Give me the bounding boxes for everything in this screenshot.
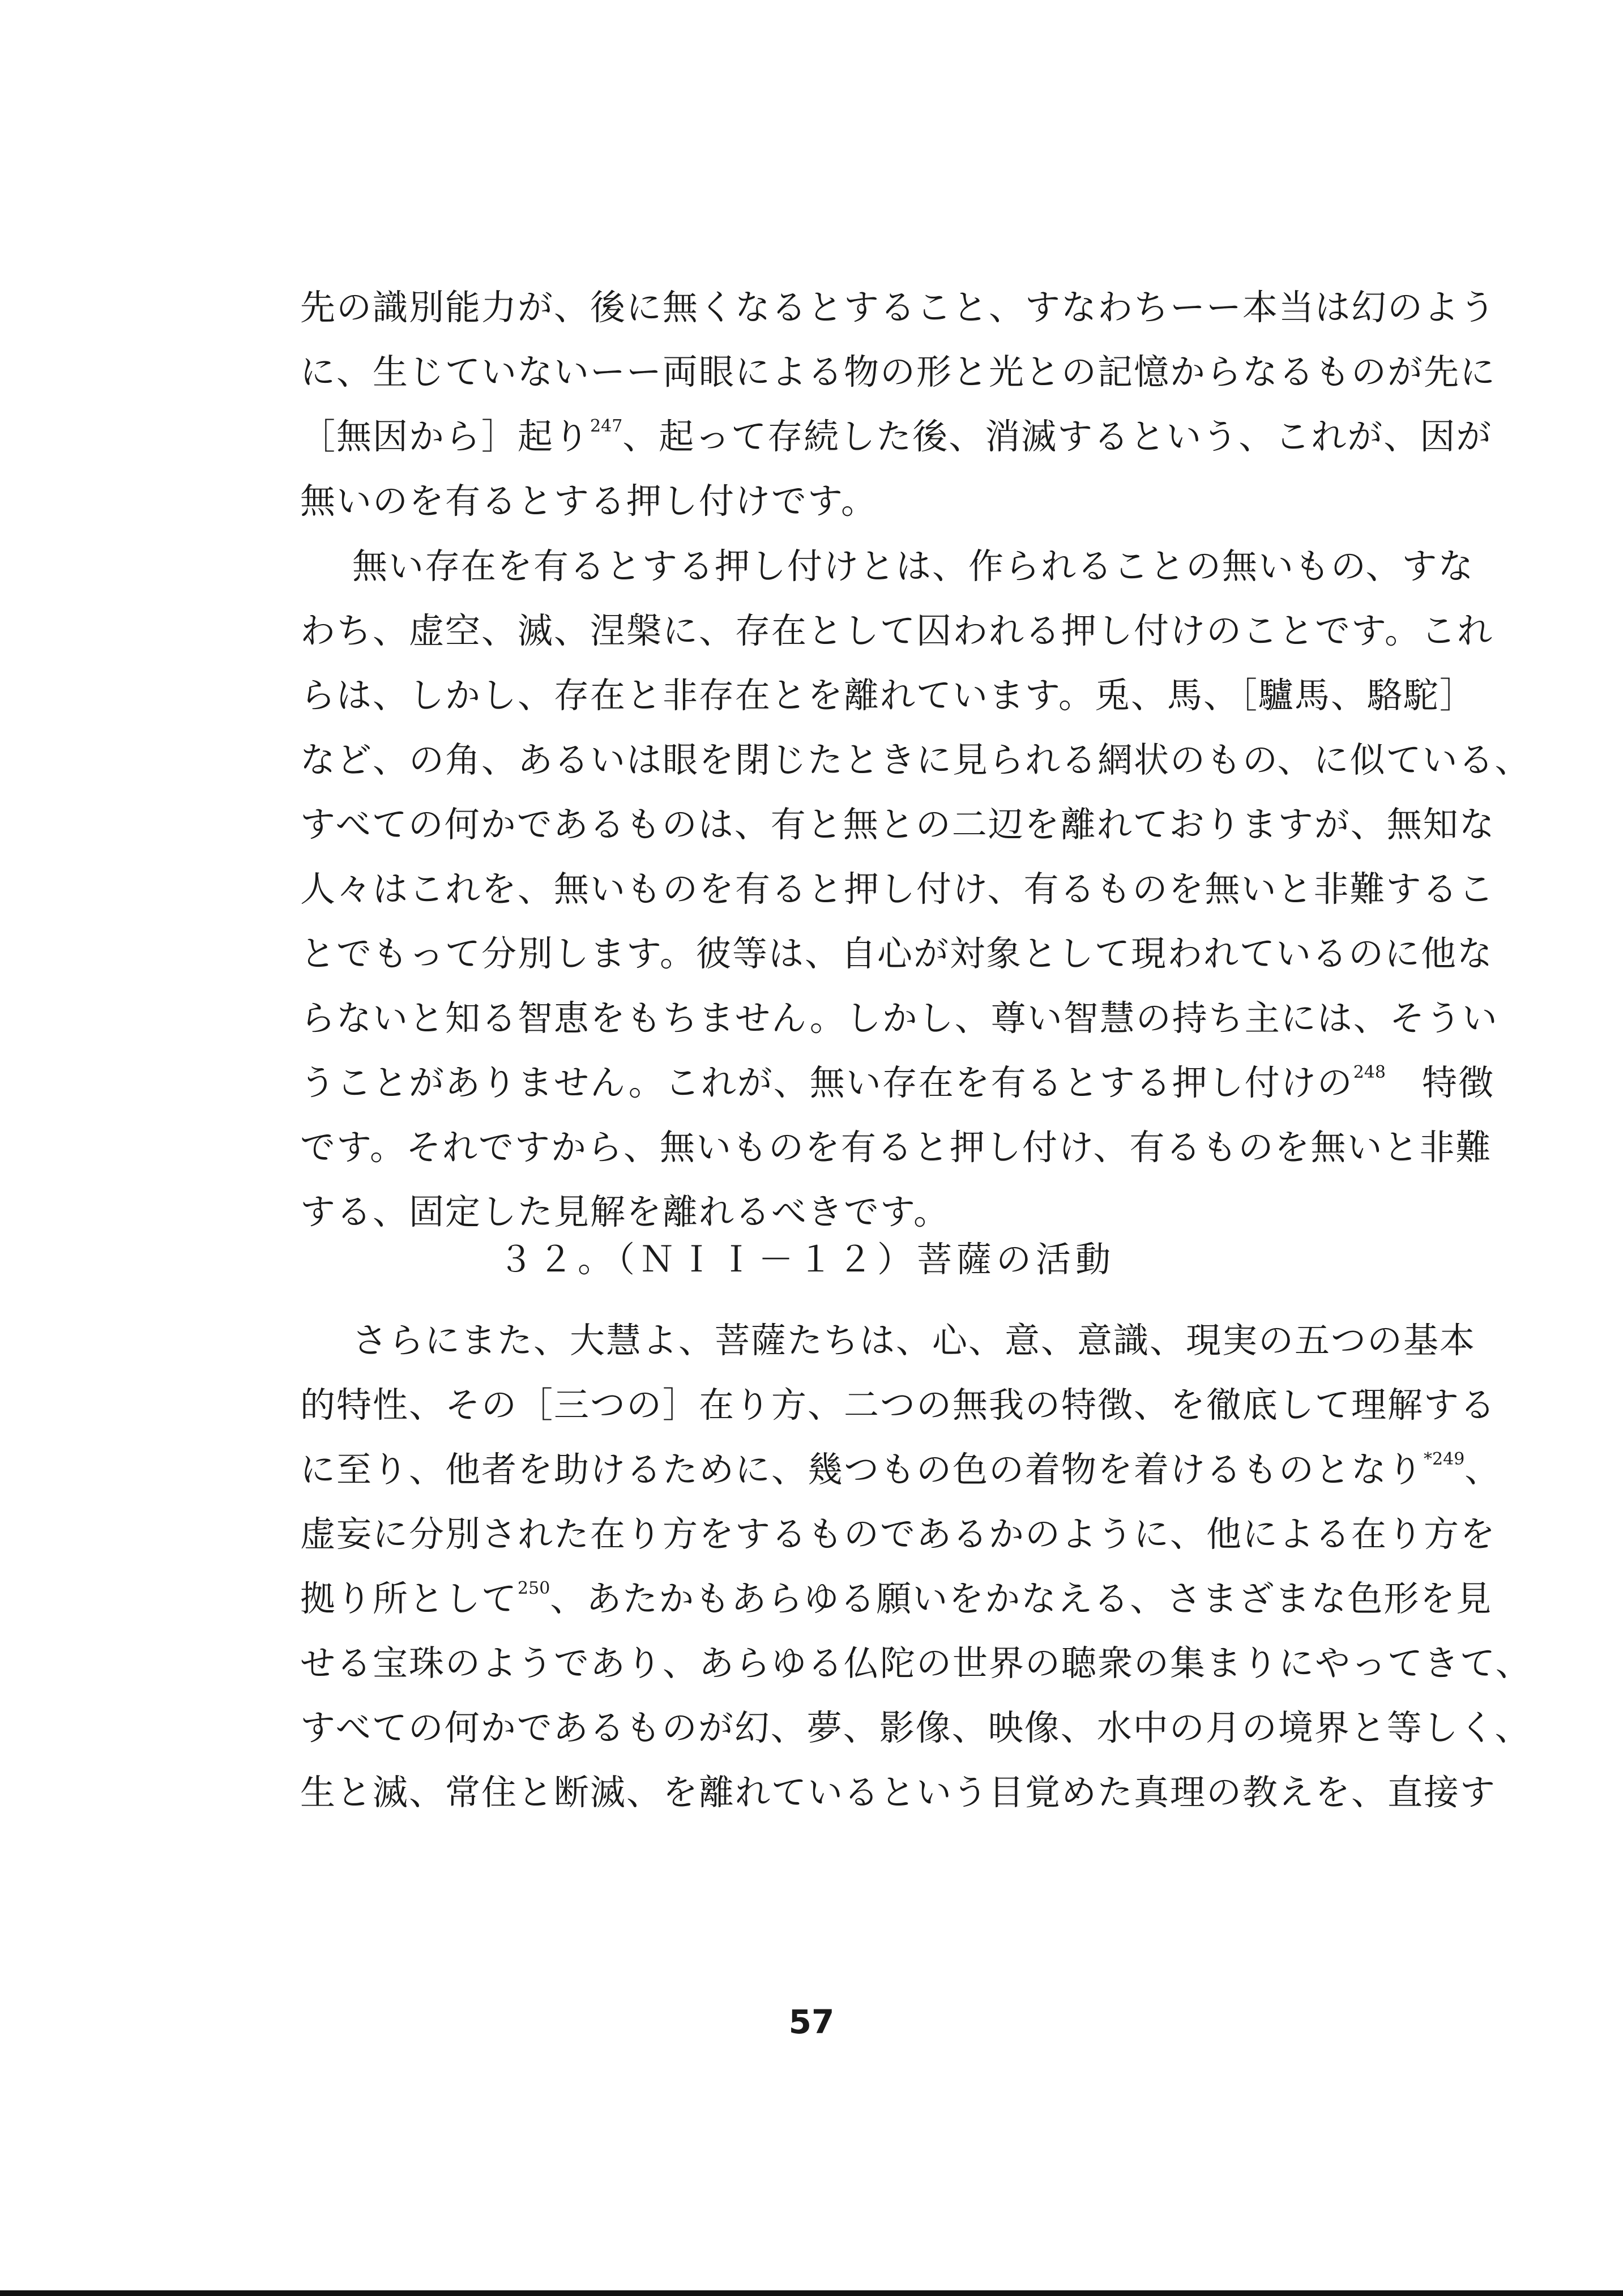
paragraph-3 <box>300 1308 1532 1825</box>
text-segment: 、 <box>1464 1449 1501 1490</box>
text-segment: 、あたかもあらゆる願いをかなえる、さまざまな色形を見 <box>550 1578 1493 1619</box>
text-line: らないと知る智恵をもちません。しかし、尊い智慧の持ち主には、そうい <box>300 997 1498 1039</box>
text-line: とでもって分別します。彼等は、自心が対象として現われているのに他な <box>300 933 1494 974</box>
text-line: 生と滅、常住と断滅、を離れているという目覚めた真理の教えを、直接す <box>300 1772 1497 1813</box>
text-segment: 特徴 <box>1386 1062 1495 1103</box>
text-line: らは、しかし、存在と非存在とを離れています。兎、馬、［驢馬、駱駝］ <box>300 675 1476 716</box>
footnote-ref-247: 247 <box>590 416 623 436</box>
text-line: 人々はこれを、無いものを有ると押し付け、有るものを無いと非難するこ <box>300 868 1495 910</box>
footnote-ref-250: 250 <box>518 1578 550 1598</box>
text-line: 無いのを有るとする押し付けです。 <box>300 480 878 522</box>
text-line <box>300 1567 1493 1631</box>
text-line <box>300 404 1493 469</box>
bottom-edge-rule <box>0 2290 1623 2296</box>
text-segment: に至り、他者を助けるために、幾つもの色の着物を着けるものとなり <box>300 1449 1424 1490</box>
text-segment: 、起って存続した後、消滅するという、これが、因が <box>622 416 1493 457</box>
text-line <box>300 1051 1495 1115</box>
text-segment: 拠り所として <box>300 1578 518 1619</box>
text-line: せる宝珠のようであり、あらゆる仏陀の世界の聴衆の集まりにやってきて、 <box>300 1642 1532 1684</box>
page-number: 57 <box>788 2003 835 2041</box>
footnote-ref-249: *249 <box>1424 1449 1465 1469</box>
text-line: さらにまた、大慧よ、菩薩たちは、心、意、意識、現実の五つの基本 <box>352 1320 1476 1361</box>
text-line: 先の識別能力が、後に無くなるとすること、すなわちーー本当は幻のよう <box>300 287 1497 328</box>
text-line: です。それですから、無いものを有ると押し付け、有るものを無いと非難 <box>300 1126 1492 1168</box>
text-line: 無い存在を有るとする押し付けとは、作られることの無いもの、すな <box>352 545 1475 587</box>
text-line: する、固定した見解を離れるべきです。 <box>300 1191 950 1232</box>
text-line: 虚妄に分別された在り方をするものであるかのように、他による在り方を <box>300 1513 1497 1555</box>
section-heading: ３２。（ＮＩＩ－１２）菩薩の活動 <box>498 1239 1116 1280</box>
text-line: すべての何かであるものが幻、夢、影像、映像、水中の月の境界と等しく、 <box>300 1707 1531 1748</box>
paragraph-1 <box>300 275 1497 534</box>
footnote-ref-248: 248 <box>1353 1062 1386 1082</box>
text-line: 的特性、その［三つの］在り方、二つの無我の特徴、を徹底して理解する <box>300 1384 1497 1426</box>
paragraph-2 <box>300 534 1531 1244</box>
text-line: わち、虚空、滅、涅槃に、存在として囚われる押し付けのことです。これ <box>300 610 1494 651</box>
text-line: など、の角、あるいは眼を閉じたときに見られる網状のもの、に似ている、 <box>300 739 1531 780</box>
text-segment: うことがありません。これが、無い存在を有るとする押し付けの <box>300 1062 1353 1103</box>
text-line: すべての何かであるものは、有と無との二辺を離れておりますが、無知な <box>300 804 1496 845</box>
text-line <box>300 1437 1501 1502</box>
text-line: に、生じていないーー両眼による物の形と光との記憶からなるものが先に <box>300 351 1497 392</box>
text-segment: ［無因から］起り <box>300 416 591 457</box>
